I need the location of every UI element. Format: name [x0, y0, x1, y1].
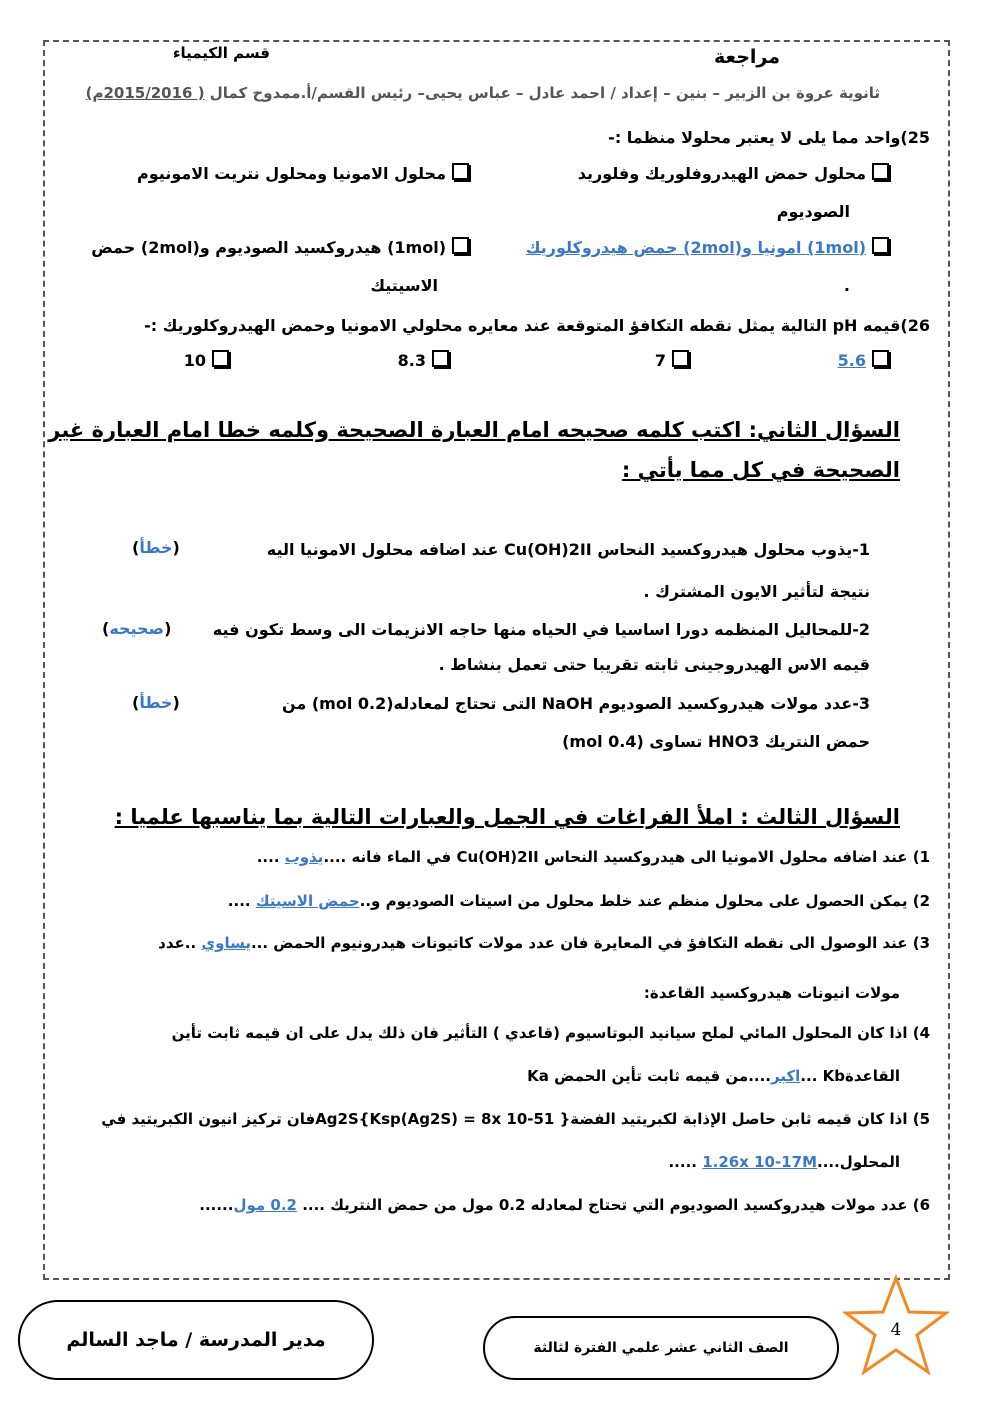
q26-option-3-text: 8.3	[397, 351, 426, 370]
q26-option-2-checkbox[interactable]	[672, 350, 689, 367]
q26-option-1-checkbox[interactable]	[872, 350, 889, 367]
q25-option-a-text: محلول حمض الهيدروفلوريك وفلوريد	[577, 164, 866, 183]
principal-name: مدير المدرسة / ماجد السالم	[66, 1329, 326, 1351]
s2-statement-3-line2: حمض النتريك HNO3 تساوى (0.4 mol)	[562, 732, 870, 751]
s2-statement-1: 1-يذوب محلول هيدروكسيد النحاس Cu(OH)2II عند اضافه محلول الامونيا اليه	[266, 540, 870, 559]
q26-option-4	[140, 350, 235, 370]
q25-option-c-text: (1mol) امونيا و(2mol) حمض هيدروكلوريك	[525, 238, 866, 257]
fill-item-5-line2: المحلول....1.26x 10-17M .....	[668, 1153, 900, 1171]
fill-answer-6: 0.2 مول	[233, 1196, 297, 1214]
section2-title-line2: الصحيحة في كل مما يأتي :	[621, 458, 900, 482]
q26-option-4-text: 10	[183, 351, 206, 370]
q25-option-b	[110, 163, 475, 183]
q25-option-b-text: محلول الامونيا ومحلول نتريت الامونيوم	[137, 164, 446, 183]
q26-stem: 26)قيمه pH التالية يمثل نقطه التكافؤ المتوقعة عند معايره محلولي الامونيا وحمض الهيدروكلوريك :-	[144, 316, 930, 335]
page-star-badge	[840, 1272, 952, 1380]
fill-item-3: 3) عند الوصول الى نقطه التكافؤ في المعايرة فان عدد مولات كاتيونات هيدرونيوم الحمض ...يساوي ..عدد	[158, 934, 930, 952]
s2-statement-2: 2-للمحاليل المنظمه دورا اساسيا في الحياه منها حاجه الانزيمات الى وسط تكون فيه	[212, 620, 870, 639]
q25-option-d-line2: الاسيتيك	[370, 276, 438, 295]
s2-answer-2: (صحيحه)	[102, 619, 172, 638]
q26-option-4-checkbox[interactable]	[212, 350, 229, 367]
section2-title-line1: السؤال الثاني: اكتب كلمه صحيحه امام العبارة الصحيحة وكلمه خطا امام العبارة غير	[48, 418, 900, 442]
fill-item-6: 6) عدد مولات هيدروكسيد الصوديوم التي تحتاج لمعادله 0.2 مول من حمض النتريك .... 0.2 مول......	[199, 1196, 930, 1214]
fill-item-5: 5) اذا كان قيمه ثابن حاصل الإذابة لكبريتيد الفضةAg2S{Ksp(Ag2S) = 8x 10-51 }فان تركيز انيون الكبريتيد في	[101, 1110, 930, 1128]
review-title: مراجعة	[713, 46, 780, 68]
fill-answer-1: يذوب	[284, 848, 324, 866]
fill-answer-3: يساوي	[201, 934, 251, 952]
q25-stem: 25)واحد مما يلى لا يعتبر محلولا منظما :-	[608, 128, 930, 147]
q26-option-2-text: 7	[654, 351, 666, 370]
fill-answer-2: حمض الاسيتك	[255, 892, 360, 910]
q25-option-c	[480, 237, 895, 257]
q26-option-2	[600, 350, 695, 370]
q25-option-a-line2: الصوديوم	[776, 202, 850, 221]
s2-statement-2-line2: قيمه الاس الهيدروجينى ثابته تقريبا حتى تعمل بنشاط .	[438, 655, 870, 674]
department-label: قسم الكيمياء	[172, 44, 270, 62]
s2-statement-3: 3-عدد مولات هيدروكسيد الصوديوم NaOH التى تحتاج لمعادله(0.2 mol) من	[281, 694, 870, 713]
q25-option-d-text: (1mol) هيدروكسيد الصوديوم و(2mol) حمض	[91, 238, 446, 257]
fill-item-4: 4) اذا كان المحلول المائي لملح سيانيد البوتاسيوم (قاعدي ) التأثير فان ذلك يدل على ان قيمه ثابت تأين	[171, 1024, 930, 1042]
section3-title: السؤال الثالث : املأ الفراغات في الجمل والعبارات التالية بما يناسبها علميا :	[114, 805, 900, 829]
q25-option-a-checkbox[interactable]	[872, 163, 889, 180]
q26-option-1-text: 5.6	[837, 351, 866, 370]
q26-option-3-checkbox[interactable]	[432, 350, 449, 367]
q26-option-3	[360, 350, 455, 370]
school-line	[80, 84, 880, 102]
s2-answer-1: (خطأ)	[132, 538, 180, 557]
q25-option-c-dot: .	[843, 276, 850, 295]
school-year: ( 2015/2016م)	[85, 84, 205, 102]
class-label: الصف الثاني عشر علمي الفترة لثالثة	[533, 1340, 789, 1356]
fill-item-3-line2: مولات انيونات هيدروكسيد القاعدة:	[643, 984, 900, 1002]
s2-answer-3: (خطأ)	[132, 693, 180, 712]
q26-option-1	[800, 350, 895, 370]
fill-answer-4: اكبر	[771, 1067, 801, 1085]
fill-item-2: 2) يمكن الحصول على محلول منظم عند خلط محلول من اسيتات الصوديوم و..حمض الاسيتك ....	[227, 892, 930, 910]
fill-answer-5: 1.26x 10-17M	[702, 1153, 818, 1171]
fill-item-4-line2: القاعدةKb ...اكبر....من قيمه ثابت تأين الحمض Ka	[527, 1067, 900, 1085]
q25-option-d	[50, 237, 475, 257]
class-badge	[483, 1316, 839, 1380]
q25-option-d-checkbox[interactable]	[452, 237, 469, 254]
s2-statement-1-line2: نتيجة لتأثير الايون المشترك .	[643, 582, 870, 601]
fill-item-1: 1) عند اضافه محلول الامونيا الى هيدروكسيد النحاس Cu(OH)2II في الماء فانه ....يذوب ....	[256, 848, 930, 866]
school-name: ثانوية عروة بن الزبير – بنين – إعداد / احمد عادل – عباس يحيى– رئيس القسم/أ.ممدوح كمال	[209, 84, 880, 102]
q25-option-a	[500, 163, 895, 183]
q25-option-b-checkbox[interactable]	[452, 163, 469, 180]
principal-badge	[18, 1300, 374, 1380]
q25-option-c-checkbox[interactable]	[872, 237, 889, 254]
page-number: 4	[890, 1320, 902, 1340]
